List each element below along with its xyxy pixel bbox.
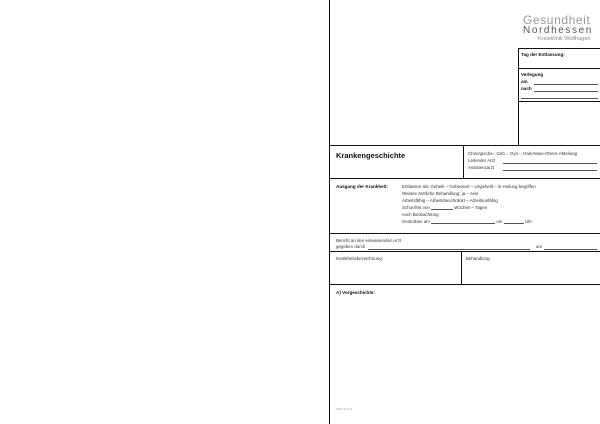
verlegung-top-border	[518, 68, 600, 69]
krankheit-label: Krankheitsbezeichnung:	[336, 256, 383, 261]
vorgeschichte-label: A) Vorgeschichte:	[336, 290, 375, 295]
gestorben-um: um	[496, 219, 503, 224]
bericht-gegeben-line[interactable]	[368, 249, 530, 250]
bericht-am-line[interactable]	[544, 249, 597, 250]
ausgang-label: Ausgang der Krankheit:	[336, 184, 389, 189]
verlegung-am-line[interactable]	[534, 84, 598, 85]
gestorben-uhr: Uhr	[524, 219, 532, 224]
diagnosis-divider	[461, 251, 462, 284]
behandlung-label: Behandlung:	[466, 256, 491, 261]
logo-klinik: Kreisklinik Wolfhagen	[538, 36, 591, 42]
schonfrist-label	[402, 205, 487, 210]
header-top-border	[330, 145, 600, 146]
verlegung-bottom-border	[518, 101, 600, 102]
verlegung-label: Verlegung	[521, 72, 544, 77]
gestorben-label	[402, 219, 532, 224]
schonfrist-mid: Wochen – Tagen	[454, 205, 488, 210]
form-code: WFH 6 3.03	[336, 407, 353, 411]
header-divider	[463, 145, 464, 178]
logo-gesundheit: Gesundheit	[523, 13, 591, 27]
verlegung-am: am	[521, 79, 528, 84]
schonfrist-prefix: Schonfrist von	[402, 205, 430, 210]
ausgang-line-1: Entlassen als: Geheilt – Gebessert – Ungeheilt – in Heilung begriffen	[402, 184, 536, 189]
bericht-line-2: gegeben durch	[336, 244, 366, 249]
leitender-arzt-line[interactable]	[503, 163, 597, 164]
ausgang-line-3: Arbeitsfähig – Arbeitsbeschränkt – Arbeitsunfähig	[402, 198, 498, 203]
assistenzarzt-label: Assistenzarzt	[468, 165, 495, 170]
diagnosis-bottom-border	[330, 284, 600, 285]
assistenzarzt-line[interactable]	[503, 170, 597, 171]
right-column-divider	[518, 48, 519, 145]
schonfrist-line[interactable]	[431, 205, 453, 210]
header-bottom-border	[330, 178, 600, 179]
beobachtung-text: noch Beobachtung	[402, 212, 439, 217]
abteilung-text: Chirurgische-, Geb.-, Gyn.-, Hals-Nase-Ohren-Abteilung	[468, 151, 578, 156]
form-sheet	[329, 0, 600, 424]
bericht-bottom-border	[330, 251, 600, 252]
gestorben-prefix: Gestorben am	[402, 219, 430, 224]
ausgang-bottom-border	[330, 233, 600, 234]
entlassung-label: Tag der Entlassung:	[521, 52, 565, 57]
leitender-arzt-label: Leitender Arzt	[468, 158, 496, 163]
bericht-am: am	[536, 244, 543, 249]
verlegung-nach-line[interactable]	[534, 91, 598, 92]
page-title: Krankengeschichte	[336, 151, 406, 160]
logo-nordhessen: Nordhessen	[523, 25, 593, 36]
entlassung-top-border	[518, 48, 600, 49]
verlegung-extra-line[interactable]	[521, 98, 598, 99]
ausgang-line-2: Weitere ärztliche Behandlung: ja – nein	[402, 191, 479, 196]
bericht-line-1: Bericht an den einweisenden Arzt	[336, 238, 402, 243]
gestorben-date-line[interactable]	[431, 219, 495, 224]
gestorben-time-line[interactable]	[504, 219, 524, 224]
verlegung-nach: nach	[521, 86, 532, 91]
